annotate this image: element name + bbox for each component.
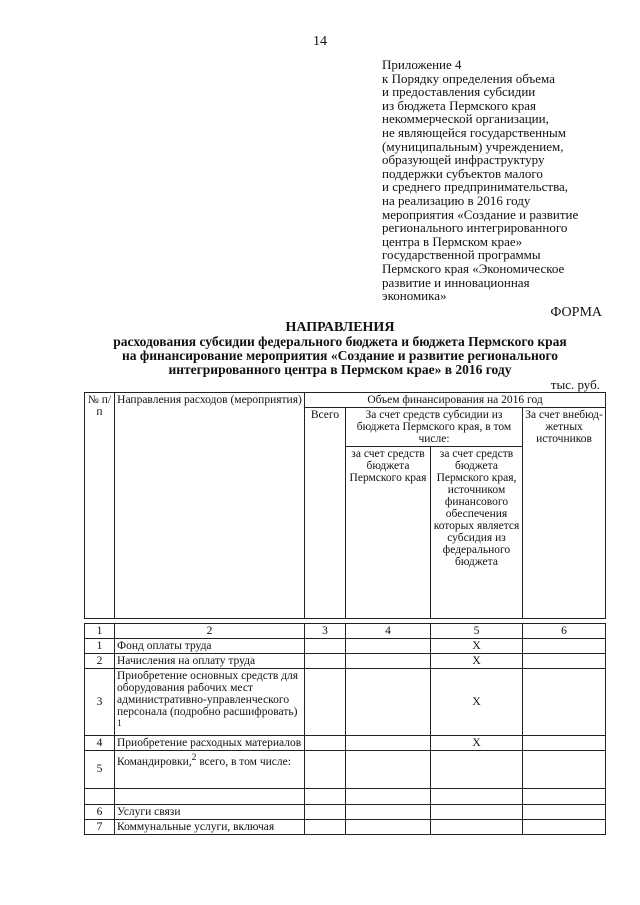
page-number: 14 bbox=[313, 34, 327, 49]
col-number: 1 bbox=[85, 624, 115, 639]
title-line: расходования субсидии федерального бюджета и бюджета Пермского края bbox=[113, 334, 567, 349]
cell-total bbox=[305, 819, 346, 834]
document-title bbox=[60, 321, 620, 377]
row-name: Коммунальные услуги, включая bbox=[115, 819, 305, 834]
cell-federal bbox=[431, 804, 523, 819]
form-label: ФОРМА bbox=[550, 305, 602, 320]
table-row bbox=[85, 654, 606, 669]
cell-regional bbox=[346, 819, 431, 834]
cell-total bbox=[305, 654, 346, 669]
appendix-line: государственной программы bbox=[382, 247, 541, 263]
title-line: интегрированного центра в Пермском крае» в 2016 году bbox=[168, 362, 512, 377]
col-number: 6 bbox=[523, 624, 606, 639]
appendix-line: (муниципальным) учреждением, bbox=[382, 138, 564, 154]
header-subsidy: За счет средств субсидии из бюджета Пермского края, в том числе: bbox=[346, 408, 523, 447]
header-direction: Направления расходов (мероприятия) bbox=[115, 393, 305, 619]
row-num: 3 bbox=[85, 669, 115, 736]
appendix-line: к Порядку определения объема bbox=[382, 70, 555, 86]
row-num bbox=[85, 788, 115, 804]
cell-regional bbox=[346, 804, 431, 819]
row-name: Приобретение расходных материалов bbox=[115, 735, 305, 750]
row-num: 1 bbox=[85, 639, 115, 654]
appendix-line: некоммерческой организации, bbox=[382, 111, 549, 127]
header-num: № п/п bbox=[85, 393, 115, 619]
row-name-tail: всего, в том числе: bbox=[196, 755, 291, 768]
row-name: Начисления на оплату труда bbox=[115, 654, 305, 669]
cell-regional bbox=[346, 669, 431, 736]
cell-total bbox=[305, 788, 346, 804]
cell-total bbox=[305, 639, 346, 654]
cell-extra bbox=[523, 750, 606, 788]
header-extra: За счет внебюд-жетных источников bbox=[523, 408, 606, 619]
row-name: Услуги связи bbox=[115, 804, 305, 819]
row-num: 2 bbox=[85, 654, 115, 669]
cell-extra bbox=[523, 804, 606, 819]
cell-federal: Х bbox=[431, 735, 523, 750]
cell-regional bbox=[346, 788, 431, 804]
cell-federal: Х bbox=[431, 639, 523, 654]
table-row bbox=[85, 669, 606, 736]
appendix-line: на реализацию в 2016 году bbox=[382, 192, 531, 208]
column-number-row bbox=[85, 624, 606, 639]
row-name-text: Приобретение основных средств для оборудования рабочих мест административно-управленческого персонала (подробно расшифровать) bbox=[117, 670, 299, 718]
table-row bbox=[85, 735, 606, 750]
row-name bbox=[115, 788, 305, 804]
cell-extra bbox=[523, 819, 606, 834]
row-name bbox=[115, 669, 305, 736]
title-line: НАПРАВЛЕНИЯ bbox=[285, 320, 395, 335]
appendix-line: не являющейся государственным bbox=[382, 124, 566, 140]
appendix-line: поддержки субъектов малого bbox=[382, 165, 543, 181]
appendix-line: образующей инфраструктуру bbox=[382, 152, 545, 168]
cell-federal bbox=[431, 750, 523, 788]
col-number: 4 bbox=[346, 624, 431, 639]
cell-extra bbox=[523, 669, 606, 736]
header-row bbox=[85, 393, 606, 408]
appendix-line: и предоставления субсидии bbox=[382, 84, 536, 100]
cell-regional bbox=[346, 654, 431, 669]
cell-regional bbox=[346, 750, 431, 788]
cell-total bbox=[305, 750, 346, 788]
header-sub-federal: за счет средств бюджета Пермского края, источником финансового обеспечения которых является субсидия из федерального бюджета bbox=[431, 447, 523, 619]
col-number: 5 bbox=[431, 624, 523, 639]
cell-federal: Х bbox=[431, 654, 523, 669]
row-num: 4 bbox=[85, 735, 115, 750]
appendix-line: регионального интегрированного bbox=[382, 220, 568, 236]
table-row bbox=[85, 804, 606, 819]
col-number: 2 bbox=[115, 624, 305, 639]
appendix-line: развитие и инновационная bbox=[382, 274, 530, 290]
cell-extra bbox=[523, 735, 606, 750]
cell-federal bbox=[431, 819, 523, 834]
appendix-line: экономика» bbox=[382, 288, 447, 304]
table-row bbox=[85, 639, 606, 654]
appendix-block bbox=[382, 58, 630, 303]
cell-federal: Х bbox=[431, 669, 523, 736]
row-num: 6 bbox=[85, 804, 115, 819]
title-line: на финансирование мероприятия «Создание и развитие регионального bbox=[121, 348, 559, 363]
row-name bbox=[115, 750, 305, 788]
col-number: 3 bbox=[305, 624, 346, 639]
footnote-mark: 2 bbox=[191, 751, 197, 763]
appendix-line: и среднего предпринимательства, bbox=[382, 179, 569, 195]
units-label: тыс. руб. bbox=[550, 377, 600, 392]
header-total: Всего bbox=[305, 408, 346, 619]
row-name-text: Командировки, bbox=[117, 755, 192, 768]
cell-extra bbox=[523, 654, 606, 669]
cell-total bbox=[305, 735, 346, 750]
table-row bbox=[85, 788, 606, 804]
expense-table bbox=[84, 392, 606, 835]
row-name: Фонд оплаты труда bbox=[115, 639, 305, 654]
cell-federal bbox=[431, 788, 523, 804]
appendix-line: мероприятия «Создание и развитие bbox=[382, 206, 579, 222]
row-num: 7 bbox=[85, 819, 115, 834]
cell-extra bbox=[523, 639, 606, 654]
cell-regional bbox=[346, 639, 431, 654]
cell-total bbox=[305, 804, 346, 819]
cell-extra bbox=[523, 788, 606, 804]
appendix-line: Приложение 4 bbox=[382, 57, 462, 72]
appendix-line: из бюджета Пермского края bbox=[382, 97, 537, 113]
table-row bbox=[85, 819, 606, 834]
appendix-line: Пермского края «Экономическое bbox=[382, 260, 565, 276]
appendix-line: центра в Пермском крае» bbox=[382, 233, 523, 249]
cell-regional bbox=[346, 735, 431, 750]
header-volume: Объем финансирования на 2016 год bbox=[305, 393, 606, 408]
row-num: 5 bbox=[85, 750, 115, 788]
header-sub-regional: за счет средств бюджета Пермского края bbox=[346, 447, 431, 619]
cell-total bbox=[305, 669, 346, 736]
table-row bbox=[85, 750, 606, 788]
footnote-mark: 1 bbox=[117, 718, 122, 729]
